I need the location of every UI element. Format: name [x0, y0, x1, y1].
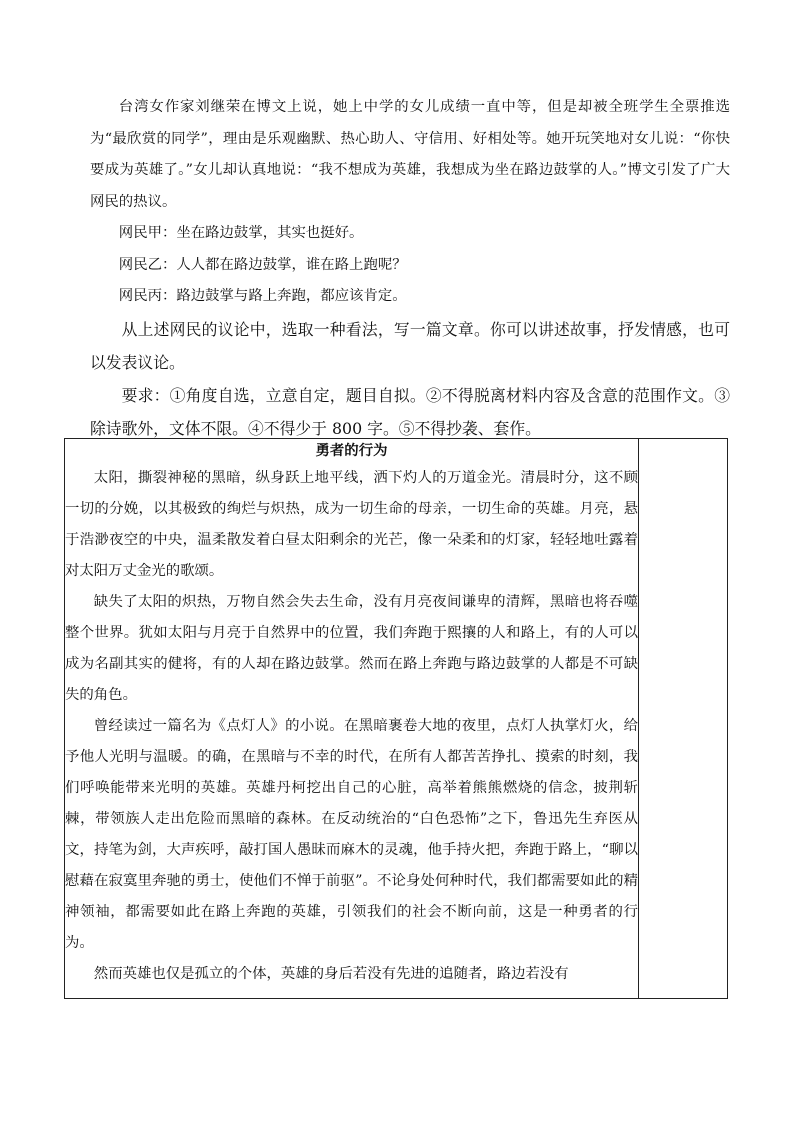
essay-title: 勇者的行为 [315, 443, 388, 459]
prompt-requirements: 要求：①角度自选，立意自定，题目自拟。②不得脱离材料内容及含意的范围作文。③除诗歌外，文体不限。④不得少于 800 字。⑤不得抄袭、套作。 [90, 385, 730, 438]
essay-comment-cell [639, 439, 728, 999]
netizen-c-view: 网民丙：路边鼓掌与路上奔跑，都应该肯定。 [118, 288, 407, 304]
prompt-section [90, 92, 730, 445]
netizen-a-view: 网民甲：坐在路边鼓掌，其实也挺好。 [118, 225, 364, 241]
essay-paragraph-4: 然而英雄也仅是孤立的个体，英雄的身后若没有先进的追随者，路边若没有 [93, 966, 569, 982]
prompt-task: 从上述网民的议论中，选取一种看法，写一篇文章。你可以讲述故事，抒发情感，也可以发表议论。 [90, 319, 730, 372]
essay-row [65, 439, 728, 999]
essay-paragraph-3: 曾经读过一篇名为《点灯人》的小说。在黑暗裹卷大地的夜里，点灯人执掌灯火，给予他人光明与温暖。的确，在黑暗与不幸的时代，在所有人都苦苦挣扎、摸索的时刻，我们呼唤能带来光明的英雄。英雄丹柯挖出自己的心脏，高举着熊熊燃烧的信念，披荆斩棘，带领族人走出危险而黑暗的森林。在反动统治的“白色恐怖”之下，鲁迅先生弃医从文，持笔为剑，大声疾呼，敲打国人愚昧而麻木的灵魂，他手持火把，奔跑于路上，“聊以慰藉在寂寞里奔驰的勇士，使他们不惮于前驱”。不论身处何种时代，我们都需要如此的精神领袖，都需要如此在路上奔跑的英雄，引领我们的社会不断向前，这是一种勇者的行为。 [65, 718, 638, 951]
essay-main-cell [65, 439, 639, 999]
essay-table [64, 438, 728, 999]
essay-paragraph-1: 太阳，撕裂神秘的黑暗，纵身跃上地平线，洒下灼人的万道金光。清晨时分，这不顾一切的分娩，以其极致的绚烂与炽热，成为一切生命的母亲，一切生命的英雄。月亮，悬于浩渺夜空的中央，温柔散发着白昼太阳剩余的光芒，像一朵柔和的灯家，轻轻地吐露着对太阳万丈金光的歌颂。 [65, 470, 638, 579]
netizen-b-view: 网民乙：人人都在路边鼓掌，谁在路上跑呢？ [118, 256, 407, 273]
essay-paragraph-2: 缺失了太阳的炽热，万物自然会失去生命，没有月亮夜间谦卑的清辉，黑暗也将吞噬整个世界。犹如太阳与月亮于自然界中的位置，我们奔跑于熙攘的人和路上，有的人可以成为名副其实的健将，有的人却在路边鼓掌。然而在路上奔跑与路边鼓掌的人都是不可缺失的角色。 [65, 594, 638, 703]
prompt-intro: 台湾女作家刘继荣在博文上说，她上中学的女儿成绩一直中等，但是却被全班学生全票推选为“最欣赏的同学”，理由是乐观幽默、热心助人、守信用、好相处等。她开玩笑地对女儿说：“你快要成为英雄了。”女儿却认真地说：“我不想成为英雄，我想成为坐在路边鼓掌的人。”博文引发了广大网民的热议。 [90, 99, 730, 210]
